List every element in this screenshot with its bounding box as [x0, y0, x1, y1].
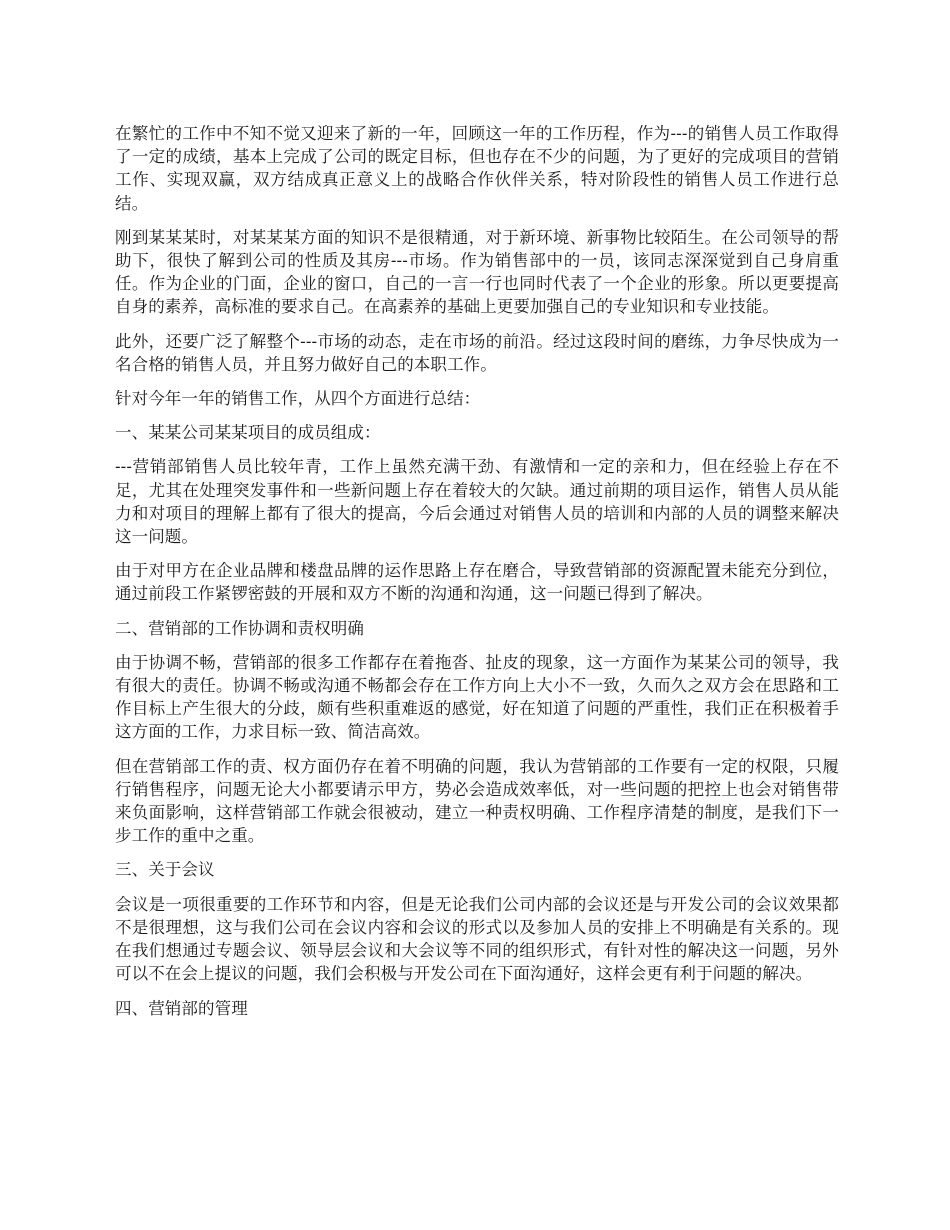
paragraph-resources: 由于对甲方在企业品牌和楼盘品牌的运作思路上存在磨合，导致营销部的资源配置未能充分到位，通过前段工作紧锣密鼓的开展和双方不断的沟通和沟通，这一问题已得到了解决。 — [115, 561, 839, 604]
paragraph-summary-intro: 针对今年一年的销售工作，从四个方面进行总结： — [115, 389, 481, 409]
paragraph-intro: 在繁忙的工作中不知不觉又迎来了新的一年，回顾这一年的工作历程，作为---的销售人员工作取得了一定的成绩，基本上完成了公司的既定目标，但也存在不少的问题，为了更好的完成项目的营销工作、实现双赢，双方结成真正意义上的战略合作伙伴关系，特对阶段性的销售人员工作进行总结。 — [115, 124, 839, 213]
document-body — [115, 122, 839, 1031]
paragraph-arrival: 刚到某某某时，对某某某方面的知识不是很精通，对于新环境、新事物比较陌生。在公司领导的帮助下，很快了解到公司的性质及其房---市场。作为销售部中的一员，该同志深深觉到自己身肩重任。作为企业的门面，企业的窗口，自己的一言一行也同时代表了一个企业的形象。所以更要提高自身的素养，高标准的要求自己。在高素养的基础上更要加强自己的专业知识和专业技能。 — [115, 227, 839, 317]
section-heading-4: 四、营销部的管理 — [115, 998, 248, 1018]
section-heading-1: 一、某某公司某某项目的成员组成： — [115, 423, 381, 443]
paragraph-coordination: 由于协调不畅，营销部的很多工作都存在着拖沓、扯皮的现象，这一方面作为某某公司的领导，我有很大的责任。协调不畅或沟通不畅都会存在工作方向上大小不一致，久而久之双方会在思路和工作目标上产生很大的分歧，颇有些积重难返的感觉，好在知道了问题的严重性，我们正在积极着手这方面的工作，力求目标一致、简洁高效。 — [115, 652, 839, 742]
section-heading-2: 二、营销部的工作协调和责权明确 — [115, 618, 364, 638]
paragraph-market: 此外，还要广泛了解整个---市场的动态，走在市场的前沿。经过这段时间的磨练，力争尽快成为一名合格的销售人员，并且努力做好自己的本职工作。 — [115, 331, 839, 374]
paragraph-meetings: 会议是一项很重要的工作环节和内容，但是无论我们公司内部的会议还是与开发公司的会议效果都不是很理想，这与我们公司在会议内容和会议的形式以及参加人员的安排上不明确是有关系的。现在我们想通过专题会议、领导层会议和大会议等不同的组织形式，有针对性的解决这一问题，另外可以不在会上提议的问题，我们会积极与开发公司在下面沟通好，这样会更有利于问题的解决。 — [115, 894, 839, 984]
paragraph-team: ---营销部销售人员比较年青，工作上虽然充满干劲、有激情和一定的亲和力，但在经验上存在不足，尤其在处理突发事件和一些新问题上存在着较大的欠缺。通过前期的项目运作，销售人员从能力和对项目的理解上都有了很大的提高，今后会通过对销售人员的培训和内部的人员的调整来解决这一问题。 — [115, 457, 839, 547]
paragraph-authority: 但在营销部工作的责、权方面仍存在着不明确的问题，我认为营销部的工作要有一定的权限，只履行销售程序，问题无论大小都要请示甲方，势必会造成效率低，对一些问题的把控上也会对销售带来负面影响，这样营销部工作就会很被动，建立一种责权明确、工作程序清楚的制度，是我们下一步工作的重中之重。 — [115, 756, 839, 846]
section-heading-3: 三、关于会议 — [115, 860, 215, 880]
